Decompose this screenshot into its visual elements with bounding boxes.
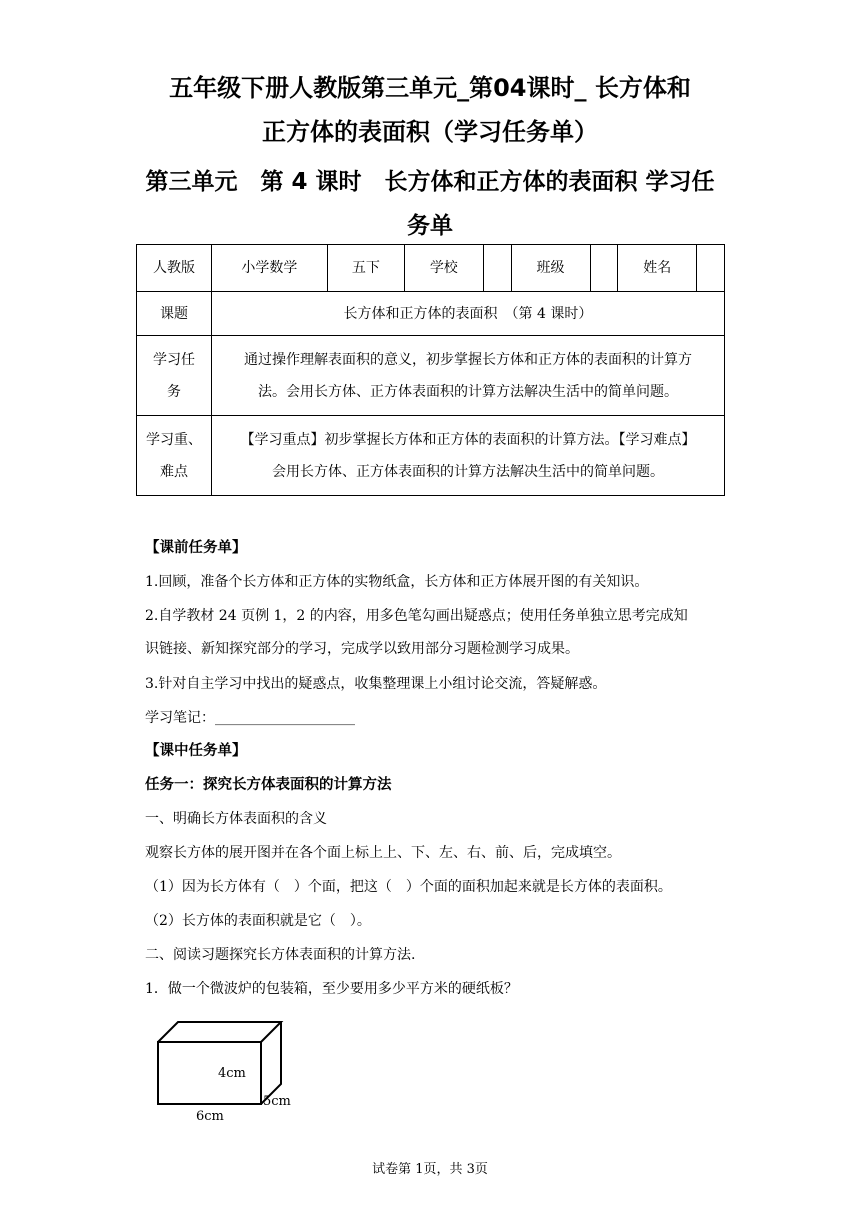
pre-item-2b: 识链接、新知探究部分的学习，完成学以致用部分习题检测学习成果。 [145,641,579,657]
table-row [137,245,725,292]
task-value-line1: 通过操作理解表面积的意义，初步掌握长方体和正方体的表面积的计算方 [243,351,692,368]
table-cell-topic-label: 课题 [137,292,212,336]
pre-item-3: 3.针对自主学习中找出的疑惑点，收集整理课上小组讨论交流，答疑解惑。 [145,676,607,692]
table-cell-name-value [697,245,725,292]
depth-label: 5cm [263,1094,291,1109]
section1-heading: 一、明确长方体表面积的含义 [145,811,327,827]
width-label: 6cm [196,1109,224,1124]
question-2: （2）长方体的表面积就是它（ ）。 [145,913,371,929]
problem-1: 1．做一个微波炉的包装箱，至少要用多少平方米的硬纸板？ [145,981,518,997]
table-cell-school-value [483,245,511,292]
table-cell-task-value [211,336,724,416]
table-cell-class-label: 班级 [511,245,590,292]
cuboid-side-face [261,1022,281,1104]
table-cell-key-value [211,416,724,496]
section1-instruction: 观察长方体的展开图并在各个面上标上上、下、左、右、前、后，完成填空。 [145,845,621,861]
height-label: 4cm [218,1066,246,1081]
pre-class-heading: 【课前任务单】 [145,540,247,556]
document-subtitle-line1: 第三单元 第 4 课时 长方体和正方体的表面积 学习任 [145,169,715,195]
question-1: （1）因为长方体有（ ）个面，把这（ ）个面的面积加起来就是长方体的表面积。 [145,879,672,895]
key-value-line1: 【学习重点】初步掌握长方体和正方体的表面积的计算方法。【学习难点】 [240,431,696,448]
table-cell-subject: 小学数学 [211,245,327,292]
table-row [137,292,725,336]
document-title-line1: 五年级下册人教版第三单元_第04课时_ 长方体和 [169,74,691,102]
study-notes: 学习笔记：____________________ [145,710,355,726]
table-cell-topic-value: 长方体和正方体的表面积 （第 4 课时） [211,292,724,336]
key-label-line2: 难点 [159,463,188,480]
table-cell-grade: 五下 [327,245,404,292]
table-cell-name-label: 姓名 [618,245,697,292]
info-table [136,244,725,496]
table-cell-publisher: 人教版 [137,245,212,292]
table-row [137,336,725,416]
cuboid-figure [150,1018,300,1128]
key-value-line2: 会用长方体、正方体表面积的计算方法解决生活中的简单问题。 [271,463,664,480]
cuboid-outline [158,1022,281,1104]
table-cell-school-label: 学校 [404,245,483,292]
pre-item-2a: 2.自学教材 24 页例 1，2 的内容，用多色笔勾画出疑惑点；使用任务单独立思考完成知 [145,608,688,624]
section2-heading: 二、阅读习题探究长方体表面积的计算方法. [145,947,416,963]
task1-heading: 任务一：探究长方体表面积的计算方法 [145,777,392,793]
table-cell-task-label [137,336,212,416]
table-row [137,416,725,496]
table-cell-key-label [137,416,212,496]
document-subtitle-line2: 务单 [407,213,453,239]
task-value-line2: 法。会用长方体、正方体表面积的计算方法解决生活中的简单问题。 [257,383,678,400]
page-footer: 试卷第 1页，共 3页 [372,1162,488,1177]
task-label-line1: 学习任 [152,351,195,368]
task-label-line2: 务 [166,383,181,400]
pre-item-1: 1.回顾，准备个长方体和正方体的实物纸盒，长方体和正方体展开图的有关知识。 [145,574,649,590]
in-class-heading: 【课中任务单】 [145,743,247,759]
key-label-line1: 学习重、 [145,431,202,448]
document-title-line2: 正方体的表面积（学习任务单） [262,118,598,146]
cuboid-top-face [158,1022,281,1042]
table-cell-class-value [590,245,618,292]
